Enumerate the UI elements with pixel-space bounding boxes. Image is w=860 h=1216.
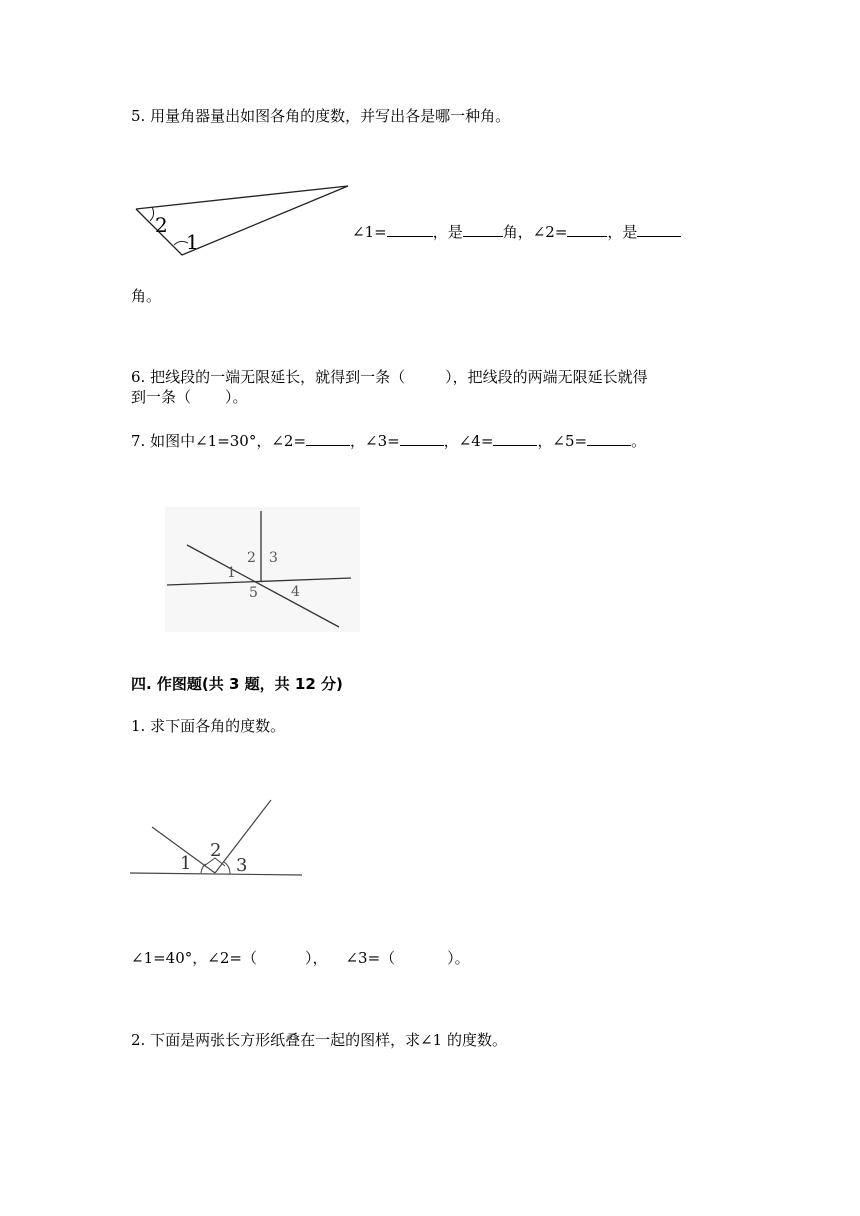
q6-line2 <box>131 387 248 407</box>
q6-line2-b: ）。 <box>225 388 248 406</box>
q5-angle2-label: ∠2= <box>532 223 568 241</box>
s4q1-angle-label-2: 2 <box>210 840 222 861</box>
s4q1-angle-label-1: 1 <box>180 853 192 874</box>
q5-unit1: 角， <box>502 223 533 241</box>
s4q1-answer-d: ）。 <box>447 949 470 967</box>
q7-blank5[interactable] <box>587 431 631 446</box>
s4q1-answer-a: ∠1=40°，∠2=（ <box>131 949 257 967</box>
q7-line <box>131 431 646 451</box>
s4q2-prompt: 2. 下面是两张长方形纸叠在一起的图样，求∠1 的度数。 <box>131 1031 507 1049</box>
q7-end: 。 <box>631 432 647 450</box>
q7-blank2[interactable] <box>306 431 350 446</box>
q5-answer-line <box>352 222 681 242</box>
q5-angle1-label: ∠1= <box>352 223 387 241</box>
q7-a2: ∠2= <box>271 432 307 450</box>
s4q1-prompt: 1. 求下面各角的度数。 <box>131 717 286 735</box>
s4q1-angle-label-3: 3 <box>236 855 248 876</box>
q5-angle1-blank[interactable] <box>387 222 433 237</box>
q6-line1 <box>131 367 648 387</box>
q6-line2-a: 到一条（ <box>131 388 192 406</box>
q7-blank4[interactable] <box>493 431 537 446</box>
q5-prompt: 5. 用量角器量出如图各角的度数，并写出各是哪一种角。 <box>131 107 511 125</box>
q6-line1-a: 6. 把线段的一端无限延长，就得到一条（ <box>131 368 406 386</box>
q5-tail: 角。 <box>131 287 162 305</box>
q7-blank3[interactable] <box>400 431 444 446</box>
q7-angle-label-4: 4 <box>291 584 300 600</box>
q5-sep1: ，是 <box>432 223 463 241</box>
s4q1-angles-figure <box>128 798 304 880</box>
q7-lead: 7. 如图中∠1=30°， <box>131 432 272 450</box>
s4q1-answer-b: ）， <box>304 949 328 967</box>
q5-angle-label-1: 1 <box>186 230 199 254</box>
q7-angle-label-1: 1 <box>227 565 236 581</box>
q5-type1-blank[interactable] <box>463 222 503 237</box>
q5-angle-label-2: 2 <box>155 213 168 237</box>
q7-angle-label-2: 2 <box>247 550 256 566</box>
q7-a3: ，∠3= <box>350 432 400 450</box>
q7-a5: ，∠5= <box>537 432 588 450</box>
q7-angle-label-5: 5 <box>249 585 258 601</box>
q5-type2-blank[interactable] <box>637 222 681 237</box>
q6-line1-b: ），把线段的两端无限延长就得 <box>445 368 648 386</box>
q7-angle-label-3: 3 <box>269 550 278 566</box>
q7-a4: ，∠4= <box>443 432 494 450</box>
s4q1-answer-c: ∠3=（ <box>345 949 396 967</box>
q5-angle2-blank[interactable] <box>567 222 607 237</box>
q7-angles-figure <box>165 507 360 632</box>
q5-sep2: ，是 <box>607 223 638 241</box>
q5-triangle-figure <box>130 183 355 263</box>
section4-heading: 四. 作图题(共 3 题，共 12 分) <box>131 675 343 693</box>
s4q1-answer-line <box>131 948 470 968</box>
